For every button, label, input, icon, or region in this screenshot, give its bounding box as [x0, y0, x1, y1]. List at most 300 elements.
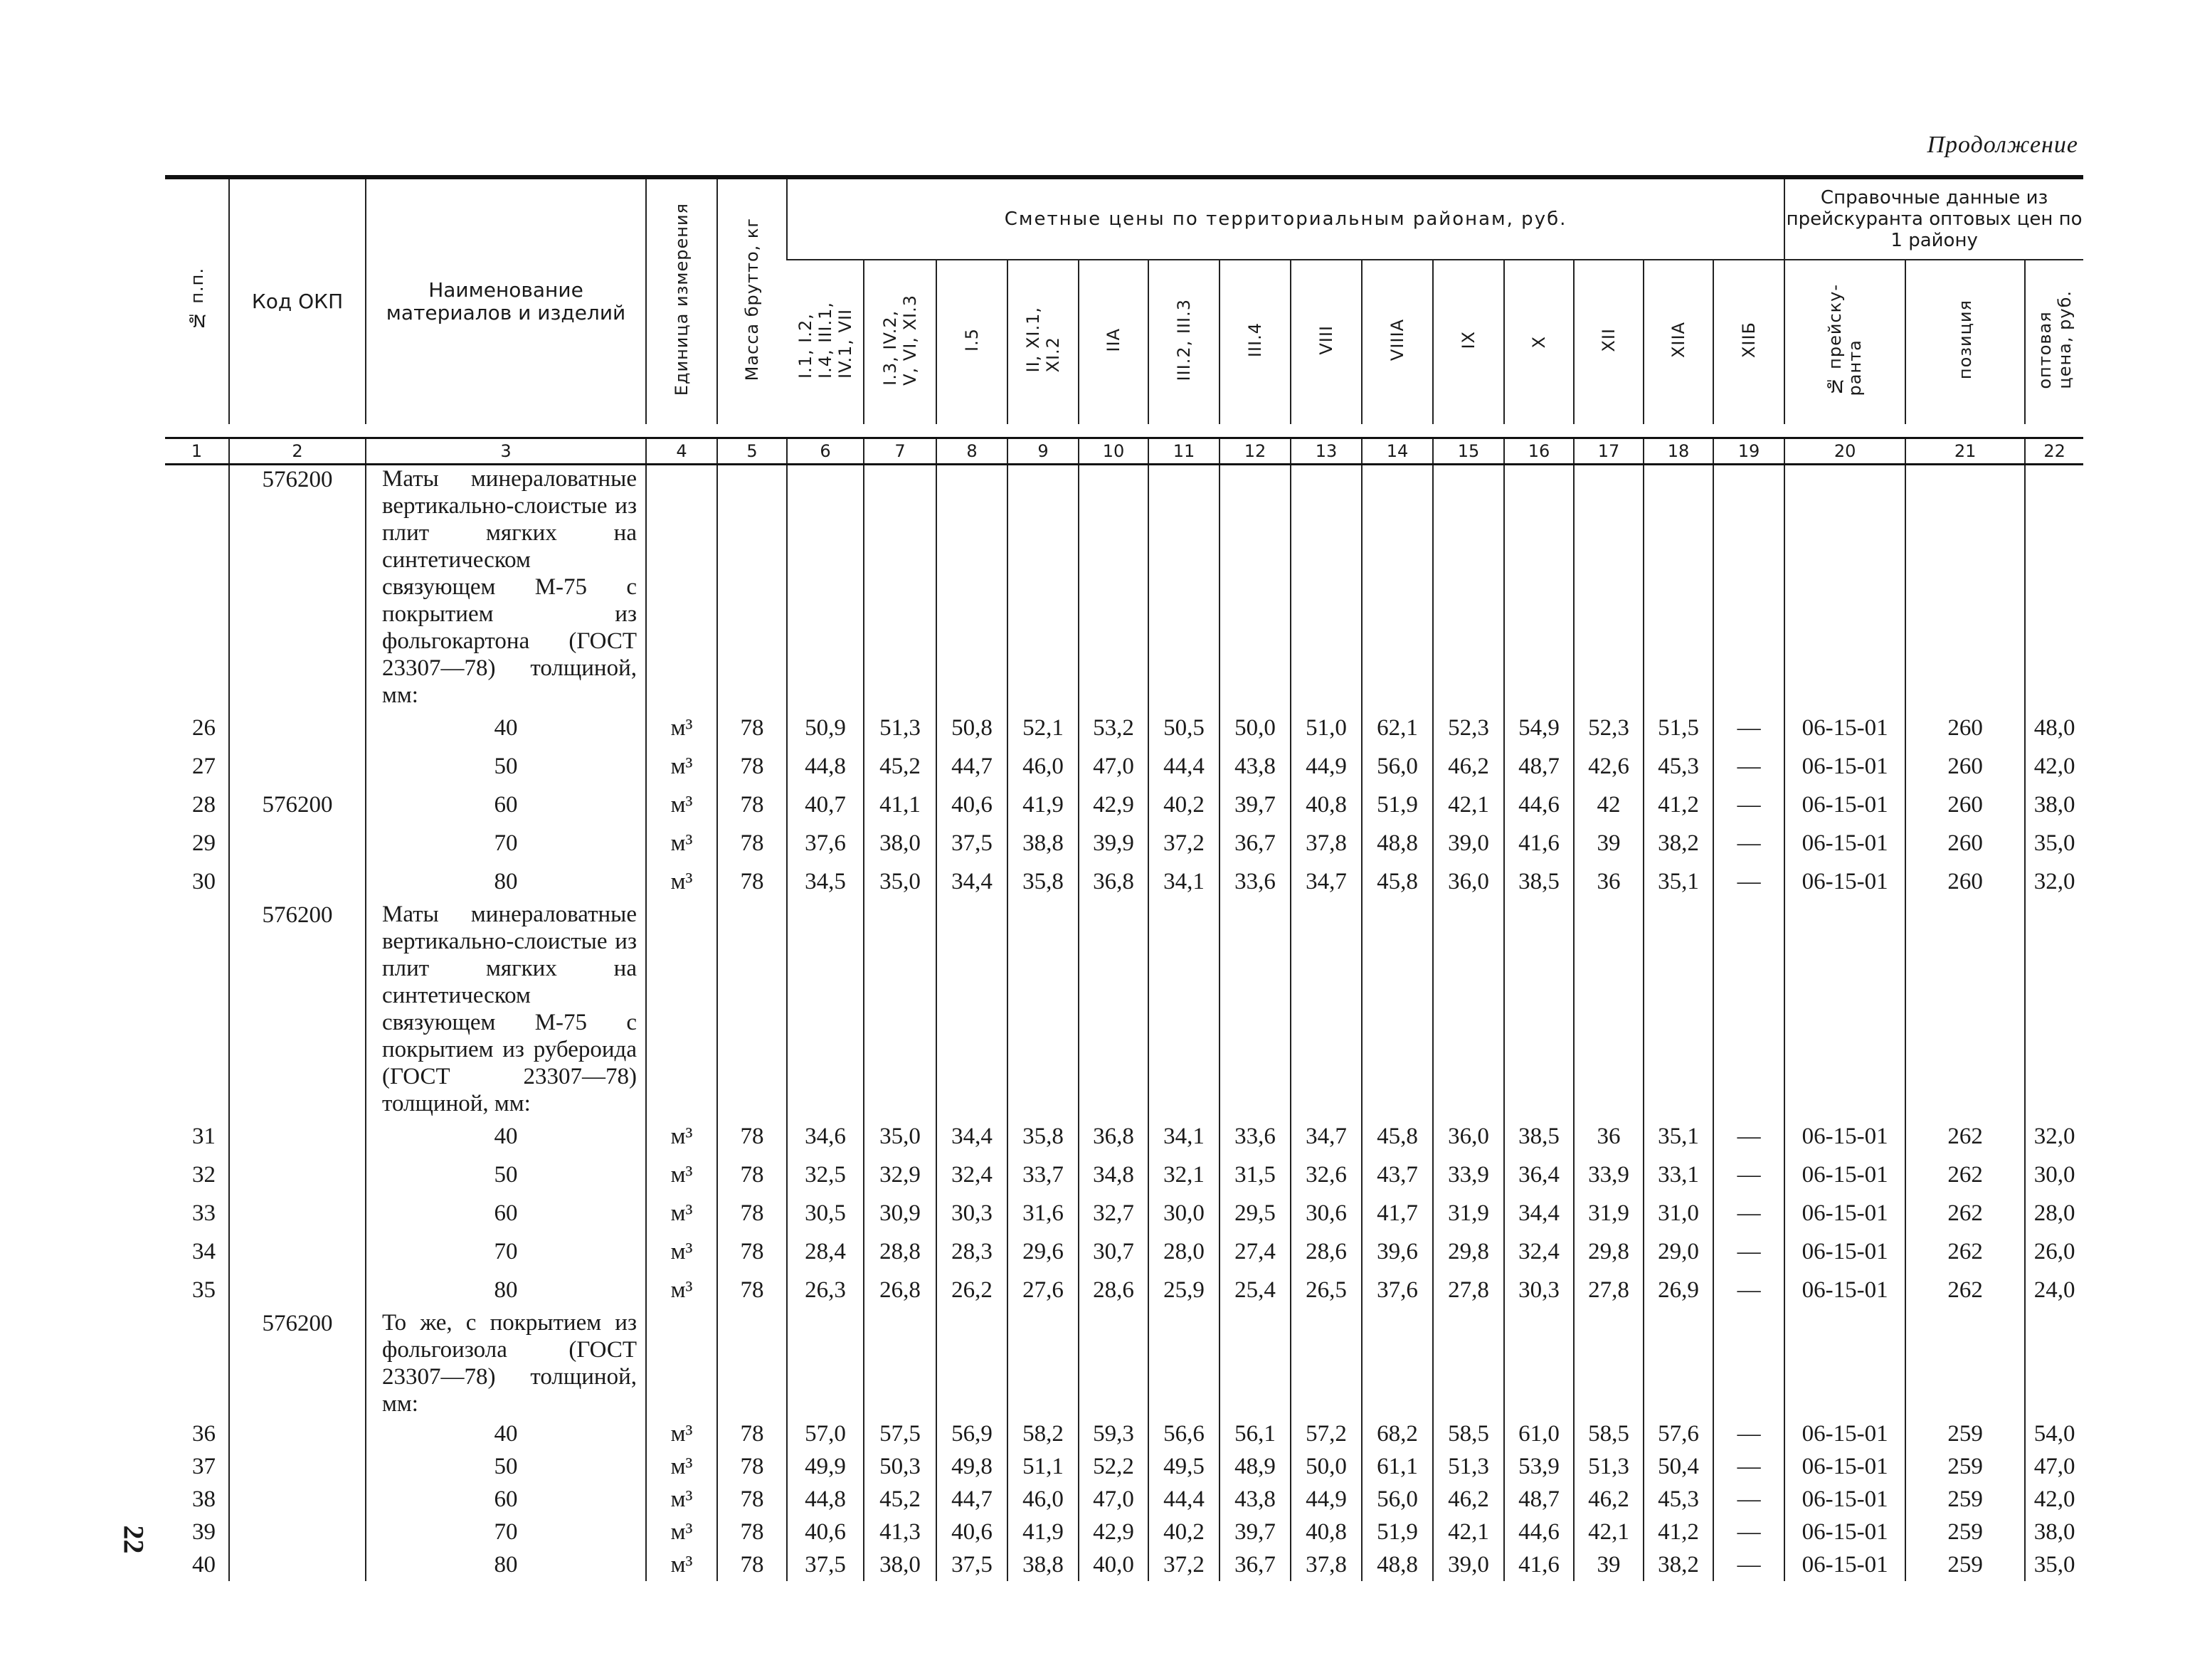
row-number: 38 [192, 1486, 216, 1512]
district-price: 38,0 [864, 824, 936, 862]
district-price: 34,4 [936, 862, 1007, 901]
district-price: 26,3 [787, 1271, 864, 1309]
district-price: 50,8 [936, 709, 1007, 747]
district-price: 44,7 [936, 747, 1007, 786]
mass: 78 [717, 1417, 787, 1450]
column-number: 11 [1148, 438, 1220, 465]
district-price: 56,9 [936, 1417, 1007, 1450]
district-price: 36,8 [1079, 1117, 1148, 1156]
row-number: 28 [192, 792, 216, 818]
header-n: № п.п. [186, 268, 207, 331]
district-price: 41,2 [1644, 786, 1713, 824]
unit: м³ [646, 1194, 717, 1232]
district-price: — [1713, 709, 1784, 747]
district-price: 37,5 [936, 1548, 1007, 1581]
district-price: 37,6 [1362, 1271, 1433, 1309]
district-price: 31,6 [1007, 1194, 1079, 1232]
price-position: 259 [1905, 1548, 2025, 1581]
district-price: 38,2 [1644, 824, 1713, 862]
district-price: — [1713, 862, 1784, 901]
district-price: 30,3 [1504, 1271, 1574, 1309]
column-number: 19 [1713, 438, 1784, 465]
group-header-row [165, 1309, 2083, 1417]
price-table [165, 175, 2083, 1581]
empty-cell [1148, 465, 1220, 709]
district-price: 30,9 [864, 1194, 936, 1232]
empty-cell [1784, 901, 1905, 1117]
district-price: 41,1 [864, 786, 936, 824]
district-price: — [1713, 1450, 1784, 1483]
price-list-number: 06-15-01 [1784, 1156, 1905, 1194]
table-row [165, 1516, 2083, 1548]
price-position: 262 [1905, 1117, 2025, 1156]
district-price: 34,4 [936, 1117, 1007, 1156]
district-price: 57,0 [787, 1417, 864, 1450]
district-price: 50,0 [1291, 1450, 1362, 1483]
empty-cell [1713, 1309, 1784, 1417]
price-list-number: 06-15-01 [1784, 1450, 1905, 1483]
table-row [165, 1548, 2083, 1581]
district-price: 49,9 [787, 1450, 864, 1483]
district-price: 50,0 [1220, 709, 1291, 747]
empty-cell [1905, 465, 2025, 709]
table-row [165, 1483, 2083, 1516]
district-price: 36 [1574, 862, 1644, 901]
okp-code [229, 747, 366, 786]
district-price: 34,7 [1291, 862, 1362, 901]
empty-cell [1644, 901, 1713, 1117]
district-price: 44,9 [1291, 747, 1362, 786]
column-number: 3 [366, 438, 646, 465]
district-price: 39,7 [1220, 786, 1291, 824]
mass: 78 [717, 1194, 787, 1232]
okp-code [229, 1156, 366, 1194]
price-position: 260 [1905, 824, 2025, 862]
price-list-number: 06-15-01 [1784, 862, 1905, 901]
thickness: 40 [366, 1417, 646, 1450]
district-price: 42 [1574, 786, 1644, 824]
district-price: 27,8 [1574, 1271, 1644, 1309]
column-number: 2 [229, 438, 366, 465]
district-price: 42,9 [1079, 1516, 1148, 1548]
thickness: 80 [366, 1548, 646, 1581]
district-price: 51,0 [1291, 709, 1362, 747]
row-number [165, 1309, 229, 1417]
wholesale-price: 47,0 [2025, 1450, 2083, 1483]
mass: 78 [717, 862, 787, 901]
price-list-number: 06-15-01 [1784, 824, 1905, 862]
district-price: 44,4 [1148, 1483, 1220, 1516]
wholesale-price: 30,0 [2025, 1156, 2083, 1194]
district-price: 48,7 [1504, 1483, 1574, 1516]
district-price: 43,7 [1362, 1156, 1433, 1194]
header-district-13: XIIБ [1713, 260, 1784, 424]
header-ref-col-0: № прейску- ранта [1784, 260, 1905, 424]
empty-cell [1574, 1309, 1644, 1417]
table-row [165, 1156, 2083, 1194]
header-district-5: III.2, III.3 [1148, 260, 1220, 424]
thickness: 70 [366, 1516, 646, 1548]
district-price: 42,1 [1433, 1516, 1504, 1548]
mass: 78 [717, 747, 787, 786]
district-price: 38,8 [1007, 824, 1079, 862]
empty-cell [1504, 465, 1574, 709]
district-price: 36,0 [1433, 1117, 1504, 1156]
empty-cell [717, 901, 787, 1117]
district-price: 32,4 [936, 1156, 1007, 1194]
district-price: — [1713, 1271, 1784, 1309]
thickness: 50 [366, 747, 646, 786]
column-number: 9 [1007, 438, 1079, 465]
district-price: 35,1 [1644, 862, 1713, 901]
empty-cell [1504, 1309, 1574, 1417]
material-name: То же, с покрытием из фольгоизола (ГОСТ 23307—78) толщиной, мм: [366, 1309, 646, 1417]
table-row [165, 747, 2083, 786]
district-price: 44,4 [1148, 747, 1220, 786]
empty-cell [1784, 1309, 1905, 1417]
empty-cell [1007, 465, 1079, 709]
price-list-number: 06-15-01 [1784, 1117, 1905, 1156]
district-price: 35,0 [864, 1117, 936, 1156]
district-price: — [1713, 1117, 1784, 1156]
header-ref-group: Справочные данные из прейскуранта оптовых цен по 1 району [1784, 177, 2083, 260]
district-price: 28,6 [1291, 1232, 1362, 1271]
okp-code [229, 1483, 366, 1516]
unit: м³ [646, 1156, 717, 1194]
okp-code [229, 824, 366, 862]
district-price: 58,5 [1574, 1417, 1644, 1450]
district-price: 48,8 [1362, 1548, 1433, 1581]
district-price: 52,3 [1574, 709, 1644, 747]
price-list-number: 06-15-01 [1784, 709, 1905, 747]
row-number: 30 [192, 869, 216, 894]
district-price: 46,2 [1433, 1483, 1504, 1516]
table-row [165, 1271, 2083, 1309]
district-price: 42,9 [1079, 786, 1148, 824]
district-price: 38,8 [1007, 1548, 1079, 1581]
district-price: — [1713, 786, 1784, 824]
column-number: 16 [1504, 438, 1574, 465]
wholesale-price: 48,0 [2025, 709, 2083, 747]
district-price: 32,5 [787, 1156, 864, 1194]
district-price: 46,2 [1574, 1483, 1644, 1516]
district-price: 50,4 [1644, 1450, 1713, 1483]
district-price: 53,2 [1079, 709, 1148, 747]
empty-cell [1644, 465, 1713, 709]
unit: м³ [646, 1232, 717, 1271]
column-number: 14 [1362, 438, 1433, 465]
table-row [165, 1417, 2083, 1450]
district-price: 32,6 [1291, 1156, 1362, 1194]
price-position: 262 [1905, 1271, 2025, 1309]
row-number [165, 465, 229, 709]
district-price: 51,1 [1007, 1450, 1079, 1483]
price-position: 262 [1905, 1232, 2025, 1271]
district-price: 53,9 [1504, 1450, 1574, 1483]
empty-cell [1574, 465, 1644, 709]
empty-cell [1713, 465, 1784, 709]
district-price: 29,6 [1007, 1232, 1079, 1271]
price-position: 260 [1905, 747, 2025, 786]
district-price: 39 [1574, 1548, 1644, 1581]
unit: м³ [646, 786, 717, 824]
price-list-number: 06-15-01 [1784, 786, 1905, 824]
okp-code [229, 1548, 366, 1581]
district-price: 68,2 [1362, 1417, 1433, 1450]
district-price: 44,9 [1291, 1483, 1362, 1516]
row-number [165, 901, 229, 1117]
district-price: — [1713, 747, 1784, 786]
unit: м³ [646, 1117, 717, 1156]
district-price: 33,6 [1220, 862, 1291, 901]
district-price: 45,2 [864, 1483, 936, 1516]
district-price: 27,8 [1433, 1271, 1504, 1309]
wholesale-price: 38,0 [2025, 786, 2083, 824]
district-price: 32,7 [1079, 1194, 1148, 1232]
district-price: 36,7 [1220, 1548, 1291, 1581]
district-price: 36,8 [1079, 862, 1148, 901]
empty-cell [1905, 901, 2025, 1117]
district-price: 56,0 [1362, 747, 1433, 786]
mass: 78 [717, 1483, 787, 1516]
table-row [165, 709, 2083, 747]
group-header-row [165, 901, 2083, 1117]
district-price: 32,4 [1504, 1232, 1574, 1271]
header-district-6: III.4 [1220, 260, 1291, 424]
empty-cell [717, 1309, 787, 1417]
price-position: 259 [1905, 1516, 2025, 1548]
district-price: 45,8 [1362, 862, 1433, 901]
district-price: 32,1 [1148, 1156, 1220, 1194]
mass: 78 [717, 1232, 787, 1271]
price-list-number: 06-15-01 [1784, 1516, 1905, 1548]
thickness: 70 [366, 1232, 646, 1271]
district-price: 40,2 [1148, 786, 1220, 824]
column-number: 5 [717, 438, 787, 465]
district-price: 57,6 [1644, 1417, 1713, 1450]
table-row [165, 824, 2083, 862]
district-price: 39,7 [1220, 1516, 1291, 1548]
table-body [165, 465, 2083, 1582]
district-price: 30,6 [1291, 1194, 1362, 1232]
district-price: 26,9 [1644, 1271, 1713, 1309]
price-list-number: 06-15-01 [1784, 1232, 1905, 1271]
empty-cell [717, 465, 787, 709]
district-price: 44,6 [1504, 786, 1574, 824]
district-price: 41,9 [1007, 786, 1079, 824]
district-price: 48,7 [1504, 747, 1574, 786]
empty-cell [1220, 1309, 1291, 1417]
price-position: 259 [1905, 1417, 2025, 1450]
district-price: 44,8 [787, 1483, 864, 1516]
wholesale-price: 35,0 [2025, 1548, 2083, 1581]
district-price: 45,8 [1362, 1117, 1433, 1156]
district-price: 40,8 [1291, 1516, 1362, 1548]
district-price: 51,3 [1574, 1450, 1644, 1483]
unit: м³ [646, 862, 717, 901]
mass: 78 [717, 1548, 787, 1581]
district-price: 40,6 [936, 1516, 1007, 1548]
district-price: 40,0 [1079, 1548, 1148, 1581]
district-price: 31,0 [1644, 1194, 1713, 1232]
wholesale-price: 42,0 [2025, 747, 2083, 786]
thickness: 70 [366, 824, 646, 862]
mass: 78 [717, 709, 787, 747]
district-price: 33,6 [1220, 1117, 1291, 1156]
price-position: 262 [1905, 1156, 2025, 1194]
thickness: 40 [366, 1117, 646, 1156]
row-number: 39 [192, 1519, 216, 1545]
unit: м³ [646, 1516, 717, 1548]
district-price: 59,3 [1079, 1417, 1148, 1450]
district-price: 29,5 [1220, 1194, 1291, 1232]
header-ref-col-1: позиция [1905, 260, 2025, 424]
table-row [165, 1450, 2083, 1483]
wholesale-price: 38,0 [2025, 1516, 2083, 1548]
empty-cell [936, 901, 1007, 1117]
district-price: 38,0 [864, 1548, 936, 1581]
row-number: 26 [192, 715, 216, 741]
empty-cell [787, 901, 864, 1117]
mass: 78 [717, 1516, 787, 1548]
material-name: Маты минераловатные вертикально-слоистые из плит мягких на синтетическом связующем М-75 с покрытием из рубероида (ГОСТ 23307—78) толщиной, мм: [366, 901, 646, 1117]
wholesale-price: 24,0 [2025, 1271, 2083, 1309]
district-price: 45,2 [864, 747, 936, 786]
empty-cell [1504, 901, 1574, 1117]
empty-cell [936, 1309, 1007, 1417]
empty-cell [2025, 901, 2083, 1117]
unit: м³ [646, 1450, 717, 1483]
empty-cell [1574, 901, 1644, 1117]
unit: м³ [646, 1483, 717, 1516]
district-price: 33,9 [1433, 1156, 1504, 1194]
column-number: 15 [1433, 438, 1504, 465]
district-price: 49,8 [936, 1450, 1007, 1483]
district-price: 49,5 [1148, 1450, 1220, 1483]
district-price: 40,6 [787, 1516, 864, 1548]
district-price: 26,8 [864, 1271, 936, 1309]
mass: 78 [717, 1271, 787, 1309]
district-price: 37,8 [1291, 1548, 1362, 1581]
empty-cell [1079, 1309, 1148, 1417]
district-price: 51,3 [864, 709, 936, 747]
unit: м³ [646, 1417, 717, 1450]
district-price: 35,1 [1644, 1117, 1713, 1156]
header-district-3: II, XI.1, XI.2 [1007, 260, 1079, 424]
district-price: 27,6 [1007, 1271, 1079, 1309]
mass: 78 [717, 786, 787, 824]
district-price: 30,0 [1148, 1194, 1220, 1232]
row-number: 37 [192, 1454, 216, 1479]
header-district-11: XII [1574, 260, 1644, 424]
header-district-7: VIII [1291, 260, 1362, 424]
okp-code [229, 1417, 366, 1450]
column-number: 4 [646, 438, 717, 465]
header-district-1: I.3, IV.2, V, VI, XI.3 [864, 260, 936, 424]
empty-cell [1148, 901, 1220, 1117]
district-price: 34,6 [787, 1117, 864, 1156]
empty-cell [1007, 1309, 1079, 1417]
table-row [165, 1117, 2083, 1156]
wholesale-price: 32,0 [2025, 1117, 2083, 1156]
district-price: 61,0 [1504, 1417, 1574, 1450]
district-price: — [1713, 824, 1784, 862]
price-list-number: 06-15-01 [1784, 1483, 1905, 1516]
district-price: 36,0 [1433, 862, 1504, 901]
header-district-2: I.5 [936, 260, 1007, 424]
district-price: 52,1 [1007, 709, 1079, 747]
header-district-12: XIIA [1644, 260, 1713, 424]
district-price: 46,2 [1433, 747, 1504, 786]
header-mass: Масса брутто, кг [717, 177, 787, 424]
okp-code [229, 1194, 366, 1232]
district-price: 26,2 [936, 1271, 1007, 1309]
district-price: 46,0 [1007, 1483, 1079, 1516]
empty-cell [1905, 1309, 2025, 1417]
header-district-0: I.1, I.2, I.4, III.1, IV.1, VII [795, 301, 855, 379]
empty-cell [1079, 465, 1148, 709]
district-price: — [1713, 1232, 1784, 1271]
header-district-4: IIA [1079, 260, 1148, 424]
district-price: 31,9 [1433, 1194, 1504, 1232]
header-district-8: VIIIA [1362, 260, 1433, 424]
header-district-9: IX [1433, 260, 1504, 424]
district-price: 56,0 [1362, 1483, 1433, 1516]
okp-code: 576200 [229, 1309, 366, 1417]
wholesale-price: 26,0 [2025, 1232, 2083, 1271]
district-price: 41,3 [864, 1516, 936, 1548]
district-price: 34,1 [1148, 862, 1220, 901]
thickness: 60 [366, 1194, 646, 1232]
mass: 78 [717, 1117, 787, 1156]
district-price: 37,2 [1148, 824, 1220, 862]
column-number: 21 [1905, 438, 2025, 465]
district-price: 41,6 [1504, 824, 1574, 862]
district-price: — [1713, 1194, 1784, 1232]
wholesale-price: 32,0 [2025, 862, 2083, 901]
district-price: 28,0 [1148, 1232, 1220, 1271]
okp-code [229, 1516, 366, 1548]
okp-code [229, 862, 366, 901]
column-number: 18 [1644, 438, 1713, 465]
wholesale-price: 28,0 [2025, 1194, 2083, 1232]
district-price: 30,3 [936, 1194, 1007, 1232]
district-price: 43,8 [1220, 1483, 1291, 1516]
okp-code [229, 1271, 366, 1309]
district-price: 42,1 [1574, 1516, 1644, 1548]
header-district-10: X [1504, 260, 1574, 424]
district-price: — [1713, 1483, 1784, 1516]
unit: м³ [646, 747, 717, 786]
district-price: 42,6 [1574, 747, 1644, 786]
district-price: 25,9 [1148, 1271, 1220, 1309]
district-price: 54,9 [1504, 709, 1574, 747]
thickness: 80 [366, 1271, 646, 1309]
district-price: 45,3 [1644, 747, 1713, 786]
district-price: 34,8 [1079, 1156, 1148, 1194]
district-price: 52,3 [1433, 709, 1504, 747]
empty-cell [1007, 901, 1079, 1117]
unit: м³ [646, 1548, 717, 1581]
column-number: 6 [787, 438, 864, 465]
okp-code [229, 1450, 366, 1483]
district-price: 62,1 [1362, 709, 1433, 747]
district-price: 37,5 [936, 824, 1007, 862]
district-price: 52,2 [1079, 1450, 1148, 1483]
district-price: 41,7 [1362, 1194, 1433, 1232]
district-price: 56,1 [1220, 1417, 1291, 1450]
header-name: Наименование материалов и изделий [366, 177, 646, 424]
